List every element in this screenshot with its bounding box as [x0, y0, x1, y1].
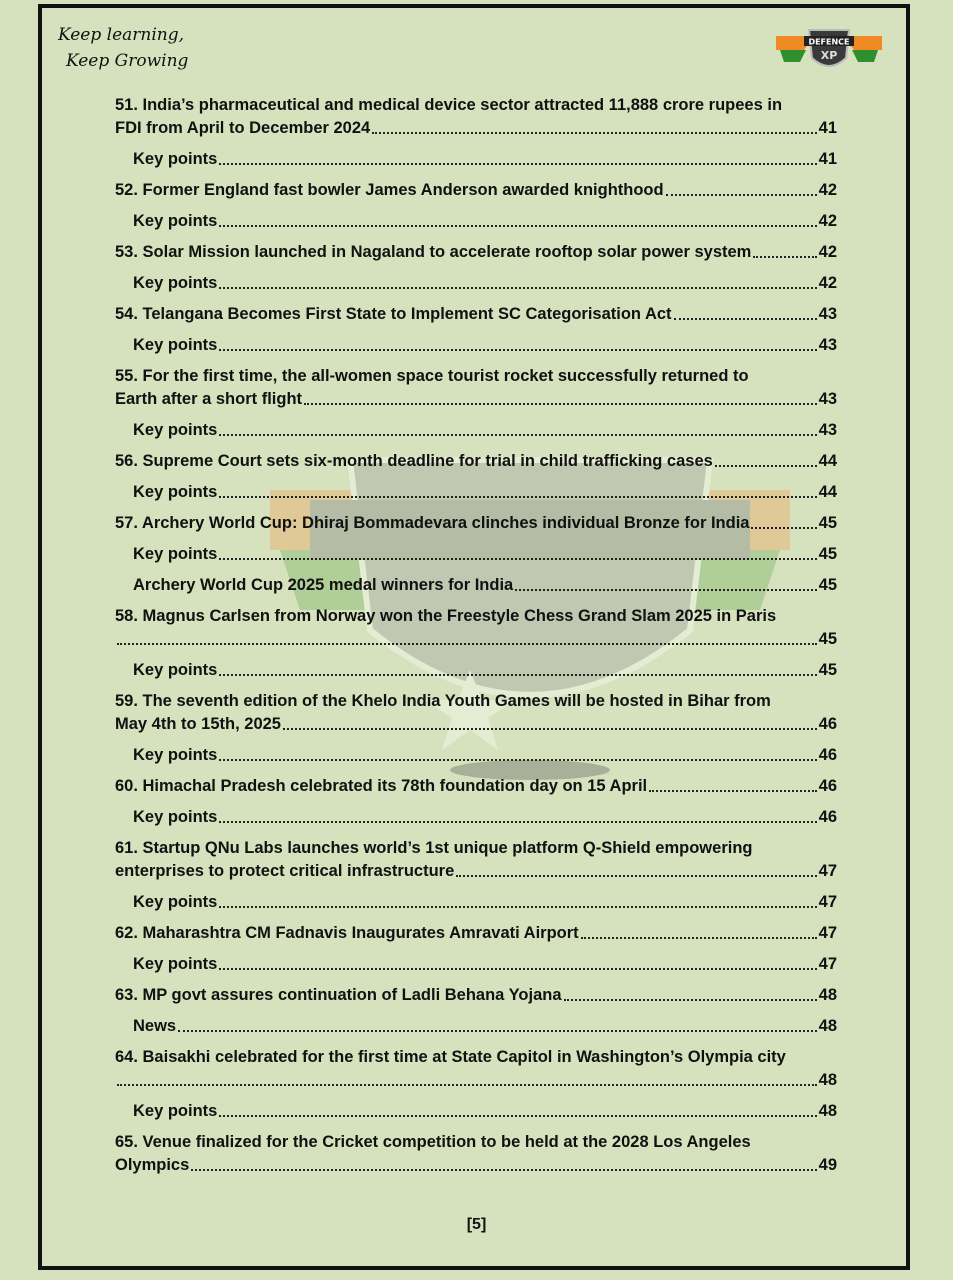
toc-entry-title: Key points [133, 421, 218, 439]
dot-leader [456, 865, 816, 877]
dot-leader [178, 1020, 817, 1032]
dot-leader [753, 246, 816, 258]
logo-text-top: DEFENCE [808, 37, 850, 47]
toc-entry[interactable] [115, 179, 837, 202]
toc-entry[interactable] [115, 659, 837, 682]
toc-page-number: 41 [818, 150, 837, 168]
page-number: [5] [466, 1216, 487, 1233]
toc-page-number: 43 [818, 336, 837, 354]
toc-entry-title-continued: enterprises to protect critical infrastructure [115, 862, 455, 880]
dot-leader [219, 1105, 816, 1117]
toc-entry[interactable] [115, 690, 837, 736]
toc-entry[interactable] [115, 605, 837, 651]
toc-entry-title: Key points [133, 746, 218, 764]
toc-entry-title: 62. Maharashtra CM Fadnavis Inaugurates Amravati Airport [115, 924, 579, 942]
toc-entry[interactable] [115, 512, 837, 535]
toc-page-number: 48 [818, 986, 837, 1004]
toc-entry[interactable] [115, 241, 837, 264]
toc-page-number: 44 [818, 452, 837, 470]
dot-leader [283, 718, 817, 730]
motto [58, 22, 188, 74]
motto-line-2: Keep Growing [66, 51, 189, 71]
toc-page-number: 43 [818, 305, 837, 323]
toc-entry-title: News [133, 1017, 177, 1035]
toc-page-number: 42 [818, 181, 837, 199]
toc-entry-title: Key points [133, 545, 218, 563]
toc-entry-title: 54. Telangana Becomes First State to Implement SC Categorisation Act [115, 305, 672, 323]
dot-leader [219, 664, 816, 676]
toc-entry-title: Key points [133, 150, 218, 168]
dot-leader [219, 486, 816, 498]
toc-entry-title: 51. India’s pharmaceutical and medical device sector attracted 11,888 crore rupees in [115, 96, 783, 114]
dot-leader [219, 277, 816, 289]
toc-entry[interactable] [115, 272, 837, 295]
toc-entry[interactable] [115, 94, 837, 140]
dot-leader [219, 958, 816, 970]
toc-page-number: 48 [818, 1102, 837, 1120]
toc-entry-title: 56. Supreme Court sets six-month deadline for trial in child trafficking cases [115, 452, 713, 470]
dot-leader [219, 424, 816, 436]
toc-entry[interactable] [115, 1131, 837, 1177]
toc-page-number: 45 [818, 661, 837, 679]
dot-leader [219, 811, 816, 823]
toc-page-number: 49 [818, 1156, 837, 1174]
toc-entry[interactable] [115, 984, 837, 1007]
toc-entry[interactable] [115, 837, 837, 883]
dot-leader [117, 633, 817, 645]
toc-entry[interactable] [115, 806, 837, 829]
dot-leader [581, 927, 817, 939]
toc-page-number: 46 [818, 808, 837, 826]
toc-entry[interactable] [115, 953, 837, 976]
toc-page-number: 42 [818, 274, 837, 292]
toc-page-number: 41 [818, 119, 837, 137]
toc-entry-title-continued: Olympics [115, 1156, 190, 1174]
toc-entry-title: 60. Himachal Pradesh celebrated its 78th foundation day on 15 April [115, 777, 648, 795]
toc-entry[interactable] [115, 419, 837, 442]
toc-entry[interactable] [115, 450, 837, 473]
toc-entry-title: 65. Venue finalized for the Cricket competition to be held at the 2028 Los Angeles [115, 1133, 751, 1151]
toc-entry-title: Key points [133, 483, 218, 501]
dot-leader [515, 579, 816, 591]
dot-leader [219, 896, 816, 908]
motto-line-1: Keep learning, [58, 25, 185, 45]
toc-page-number: 46 [818, 777, 837, 795]
dot-leader [304, 393, 817, 405]
toc-entry-title-continued: FDI from April to December 2024 [115, 119, 371, 137]
dot-leader [219, 153, 816, 165]
table-of-contents [115, 94, 837, 1177]
toc-entry[interactable] [115, 148, 837, 171]
dot-leader [564, 989, 817, 1001]
toc-entry-title: Key points [133, 336, 218, 354]
toc-entry-title: 61. Startup QNu Labs launches world’s 1st unique platform Q-Shield empowering [115, 839, 753, 857]
toc-page-number: 43 [818, 421, 837, 439]
toc-entry[interactable] [115, 891, 837, 914]
toc-entry[interactable] [115, 744, 837, 767]
toc-page-number: 47 [818, 955, 837, 973]
toc-entry[interactable] [115, 543, 837, 566]
dot-leader [219, 215, 816, 227]
toc-entry[interactable] [115, 1015, 837, 1038]
toc-entry-title-continued: May 4th to 15th, 2025 [115, 715, 281, 733]
toc-entry[interactable] [115, 303, 837, 326]
toc-entry-title: 59. The seventh edition of the Khelo India Youth Games will be hosted in Bihar from [115, 692, 771, 710]
toc-entry-title-continued: Earth after a short flight [115, 390, 303, 408]
toc-page-number: 45 [818, 630, 837, 648]
toc-page-number: 47 [818, 924, 837, 942]
dot-leader [666, 184, 817, 196]
toc-entry-title: Key points [133, 212, 218, 230]
toc-entry[interactable] [115, 775, 837, 798]
toc-page-number: 45 [818, 545, 837, 563]
toc-page-number: 47 [818, 893, 837, 911]
dot-leader [372, 122, 816, 134]
toc-page-number: 44 [818, 483, 837, 501]
toc-entry[interactable] [115, 574, 837, 597]
dot-leader [219, 339, 816, 351]
dot-leader [191, 1159, 816, 1171]
dot-leader [674, 308, 817, 320]
dot-leader [219, 749, 816, 761]
toc-page-number: 42 [818, 212, 837, 230]
toc-entry[interactable] [115, 1100, 837, 1123]
toc-entry-title: Key points [133, 661, 218, 679]
toc-page-number: 42 [818, 243, 837, 261]
toc-page-number: 47 [818, 862, 837, 880]
toc-entry-title: Key points [133, 274, 218, 292]
toc-page-number: 43 [818, 390, 837, 408]
toc-entry[interactable] [115, 210, 837, 233]
toc-entry-title: Archery World Cup 2025 medal winners for India [133, 576, 514, 594]
toc-entry[interactable] [115, 365, 837, 411]
toc-page-number: 45 [818, 576, 837, 594]
toc-entry-title: Key points [133, 893, 218, 911]
dot-leader [219, 548, 816, 560]
toc-entry-title: 58. Magnus Carlsen from Norway won the Freestyle Chess Grand Slam 2025 in Paris [115, 607, 777, 625]
toc-entry[interactable] [115, 481, 837, 504]
toc-page-number: 46 [818, 715, 837, 733]
toc-entry-title: 53. Solar Mission launched in Nagaland to accelerate rooftop solar power system [115, 243, 752, 261]
dot-leader [751, 517, 816, 529]
toc-entry[interactable] [115, 1046, 837, 1092]
toc-page-number: 48 [818, 1017, 837, 1035]
toc-entry-title: 55. For the first time, the all-women space tourist rocket successfully returned to [115, 367, 749, 385]
dot-leader [117, 1074, 817, 1086]
dot-leader [649, 780, 817, 792]
toc-entry-title: 52. Former England fast bowler James Anderson awarded knighthood [115, 181, 664, 199]
toc-page-number: 46 [818, 746, 837, 764]
toc-entry-title: Key points [133, 1102, 218, 1120]
toc-entry[interactable] [115, 334, 837, 357]
logo-text-bottom: XP [820, 49, 838, 62]
toc-entry-title: 63. MP govt assures continuation of Ladli Behana Yojana [115, 986, 562, 1004]
toc-page-number: 48 [818, 1071, 837, 1089]
toc-page-number: 45 [818, 514, 837, 532]
toc-entry[interactable] [115, 922, 837, 945]
toc-entry-title: 57. Archery World Cup: Dhiraj Bommadevara clinches individual Bronze for India [115, 514, 750, 532]
dot-leader [715, 455, 817, 467]
toc-entry-title: Key points [133, 955, 218, 973]
toc-entry-title: 64. Baisakhi celebrated for the first time at State Capitol in Washington’s Olympia city [115, 1048, 786, 1066]
toc-entry-title: Key points [133, 808, 218, 826]
defence-xp-logo [774, 22, 884, 78]
